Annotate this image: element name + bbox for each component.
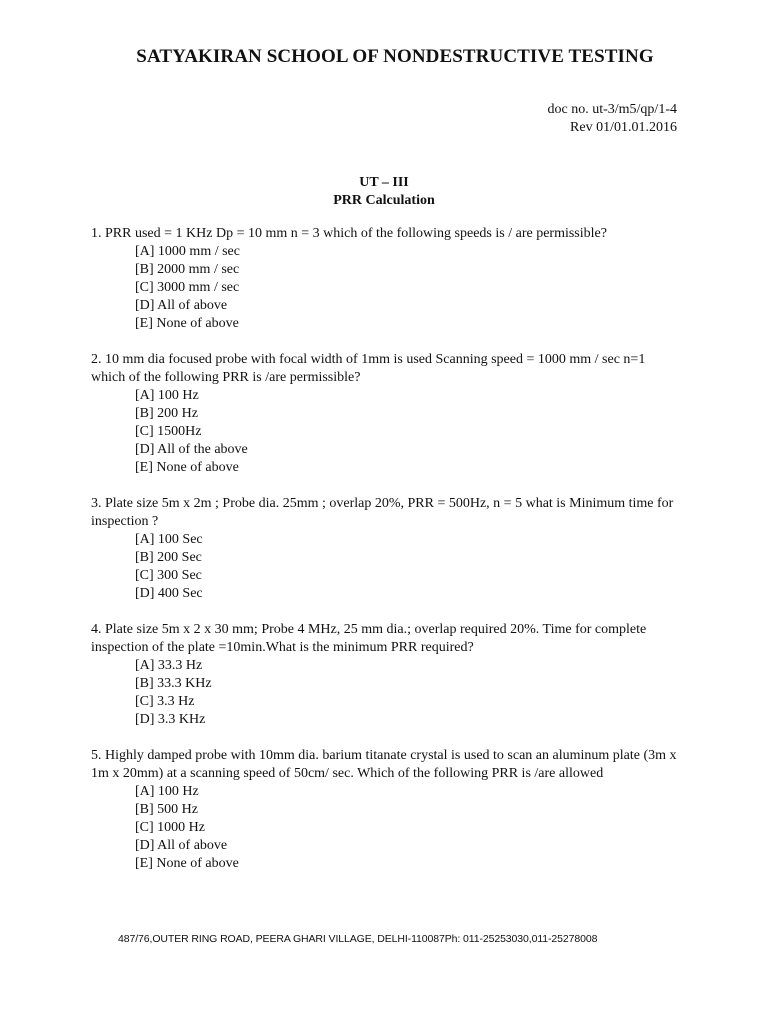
footer-address: 487/76,OUTER RING ROAD, PEERA GHARI VILLAGE, DELHI-110087Ph: 011-25253030,011-25278008 (118, 933, 598, 945)
option-e: [E] None of above (135, 856, 239, 871)
question-text: 5. Highly damped probe with 10mm dia. barium titanate crystal is used to scan an aluminum plate (3m x 1m x 20mm) at a scanning speed of 50cm/ sec. Which of the following PRR is /are allowed (91, 748, 677, 781)
option-d: [D] All of above (135, 838, 228, 853)
option-a: [A] 100 Hz (135, 784, 199, 799)
option-b: [B] 200 Sec (135, 550, 202, 565)
question-5 (91, 747, 681, 873)
option-b: [B] 500 Hz (135, 802, 198, 817)
option-list (91, 531, 681, 603)
question-list (91, 225, 681, 891)
question-1 (91, 225, 681, 333)
option-e: [E] None of above (135, 460, 239, 475)
option-c: [C] 300 Sec (135, 568, 202, 583)
option-c: [C] 3.3 Hz (135, 694, 195, 709)
topic-heading: PRR Calculation (333, 193, 435, 208)
option-list (91, 243, 681, 333)
option-b: [B] 2000 mm / sec (135, 262, 240, 277)
question-3 (91, 495, 681, 603)
option-a: [A] 1000 mm / sec (135, 244, 240, 259)
option-a: [A] 33.3 Hz (135, 658, 203, 673)
option-c: [C] 1000 Hz (135, 820, 205, 835)
option-b: [B] 200 Hz (135, 406, 198, 421)
option-c: [C] 1500Hz (135, 424, 202, 439)
option-list (91, 783, 681, 873)
option-list (91, 657, 681, 729)
doc-number: doc no. ut-3/m5/qp/1-4 (547, 102, 677, 117)
question-text: 1. PRR used = 1 KHz Dp = 10 mm n = 3 which of the following speeds is / are permissible? (91, 226, 607, 241)
option-a: [A] 100 Sec (135, 532, 203, 547)
option-list (91, 387, 681, 477)
school-title: SATYAKIRAN SCHOOL OF NONDESTRUCTIVE TESTING (136, 46, 654, 67)
option-d: [D] 3.3 KHz (135, 712, 206, 727)
option-e: [E] None of above (135, 316, 239, 331)
level-heading: UT – III (359, 175, 409, 190)
question-4 (91, 621, 681, 729)
option-a: [A] 100 Hz (135, 388, 199, 403)
question-text: 2. 10 mm dia focused probe with focal width of 1mm is used Scanning speed = 1000 mm / sec n=1 which of the following PRR is /are permissible? (91, 352, 646, 385)
section-heading (0, 174, 768, 210)
question-text: 3. Plate size 5m x 2m ; Probe dia. 25mm ; overlap 20%, PRR = 500Hz, n = 5 what is Minimum time for inspection ? (91, 496, 674, 529)
option-c: [C] 3000 mm / sec (135, 280, 240, 295)
revision-label: Rev 01/01.01.2016 (570, 120, 677, 135)
document-meta (548, 101, 678, 137)
option-d: [D] All of above (135, 298, 228, 313)
question-text: 4. Plate size 5m x 2 x 30 mm; Probe 4 MHz, 25 mm dia.; overlap required 20%. Time for complete inspection of the plate =10min.What is the minimum PRR required? (91, 622, 647, 655)
option-d: [D] 400 Sec (135, 586, 203, 601)
option-d: [D] All of the above (135, 442, 248, 457)
option-b: [B] 33.3 KHz (135, 676, 212, 691)
question-2 (91, 351, 681, 477)
